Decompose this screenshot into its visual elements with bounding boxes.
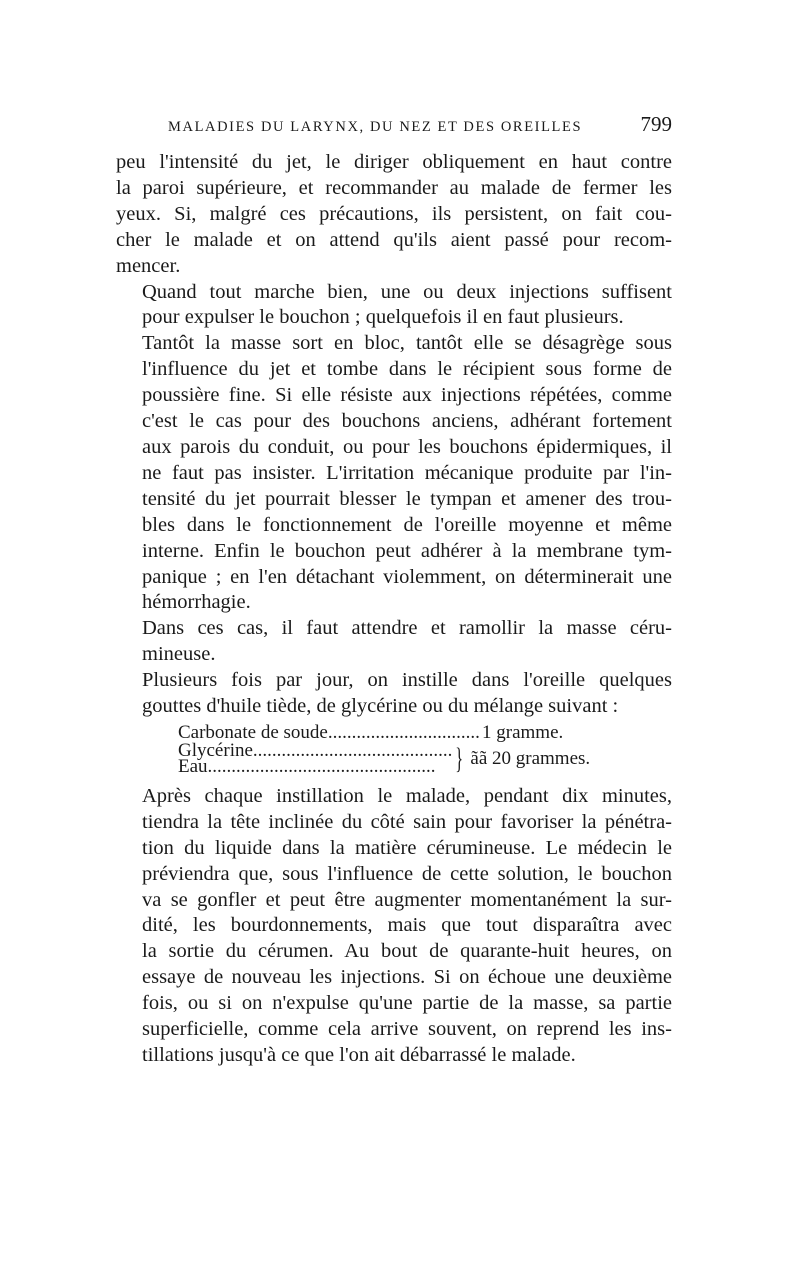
group-quantity: ãã 20 grammes. <box>470 747 591 769</box>
ingredient-quantity: 1 gramme. <box>482 721 564 743</box>
text-line: Dans ces cas, il faut attendre et ramollir la masse céru- <box>142 617 672 640</box>
text-line: Après chaque instillation le malade, pendant dix minutes, <box>142 784 672 807</box>
page-number: 799 <box>640 112 672 136</box>
page-header <box>168 112 672 137</box>
recipe-group <box>178 739 624 777</box>
text-line: gouttes d'huile tiède, de glycérine ou du mélange suivant : <box>142 695 619 718</box>
text-line: Tantôt la masse sort en bloc, tantôt elle se désagrège sous <box>142 332 672 355</box>
ingredient-name: Eau................................................ <box>178 755 436 777</box>
text-line: poussière fine. Si elle résiste aux injections répétées, comme <box>142 384 672 407</box>
text-line: mencer. <box>116 254 181 277</box>
ingredient-name: Glycérine.......................................... <box>178 739 453 761</box>
text-line: l'influence du jet et tombe dans le récipient sous forme de <box>142 358 672 381</box>
paragraph <box>116 331 672 616</box>
text-line: cher le malade et on attend qu'ils aient passé pour recom- <box>116 228 672 251</box>
text-line: Quand tout marche bien, une ou deux injections suffisent <box>142 280 672 303</box>
text-line: bles dans le fonctionnement de l'oreille moyenne et même <box>142 513 672 536</box>
paragraph <box>116 784 672 1069</box>
text-line: Plusieurs fois par jour, on instille dans l'oreille quelques <box>142 669 672 692</box>
text-line: c'est le cas pour des bouchons anciens, adhérant fortement <box>142 410 672 433</box>
body-text <box>116 150 672 1069</box>
text-line: aux parois du conduit, ou pour les bouchons épidermiques, il <box>142 435 672 458</box>
text-line: tion du liquide dans la matière cérumineuse. Le médecin le <box>142 836 672 859</box>
paragraph <box>116 668 672 720</box>
text-line: tillations jusqu'à ce que l'on ait débarrassé le malade. <box>142 1044 576 1066</box>
ingredient-name: Carbonate de soude................................ <box>178 721 480 743</box>
text-line: yeux. Si, malgré ces précautions, ils persistent, on fait cou- <box>116 202 672 225</box>
paragraph <box>116 150 672 280</box>
running-head: MALADIES DU LARYNX, DU NEZ ET DES OREILLES <box>168 119 583 135</box>
text-line: hémorrhagie. <box>142 591 251 614</box>
text-line: tiendra la tête inclinée du côté sain pour favoriser la pénétra- <box>142 810 672 833</box>
text-line: la sortie du cérumen. Au bout de quarante-huit heures, on <box>142 940 672 963</box>
text-line: va se gonfler et peut être augmenter momentanément la sur- <box>142 888 672 911</box>
text-line: la paroi supérieure, et recommander au malade de fermer les <box>116 176 672 199</box>
text-line: préviendra que, sous l'influence de cette solution, le bouchon <box>142 862 672 885</box>
text-line: ne faut pas insister. L'irritation mécanique produite par l'in- <box>142 461 672 484</box>
paragraph <box>116 616 672 668</box>
text-line: superficielle, comme cela arrive souvent, on reprend les ins- <box>142 1018 672 1041</box>
text-line: pour expulser le bouchon ; quelquefois il en faut plusieurs. <box>142 306 624 329</box>
text-line: mineuse. <box>142 643 216 666</box>
text-line: essaye de nouveau les injections. Si on échoue une deuxième <box>142 966 672 989</box>
text-line: interne. Enfin le bouchon peut adhérer à la membrane tym- <box>142 539 672 562</box>
text-line: tensité du jet pourrait blesser le tympan et amener des trou- <box>142 487 672 510</box>
paragraph <box>116 280 672 332</box>
recipe-formula <box>178 723 624 775</box>
text-line: fois, ou si on n'expulse qu'une partie de la masse, sa partie <box>142 992 672 1015</box>
text-line: panique ; en l'en détachant violemment, on déterminerait une <box>142 565 672 588</box>
brace-glyph: } <box>455 741 464 775</box>
text-line: dité, les bourdonnements, mais que tout disparaîtra avec <box>142 914 672 937</box>
text-line: peu l'intensité du jet, le diriger obliquement en haut contre <box>116 151 672 173</box>
